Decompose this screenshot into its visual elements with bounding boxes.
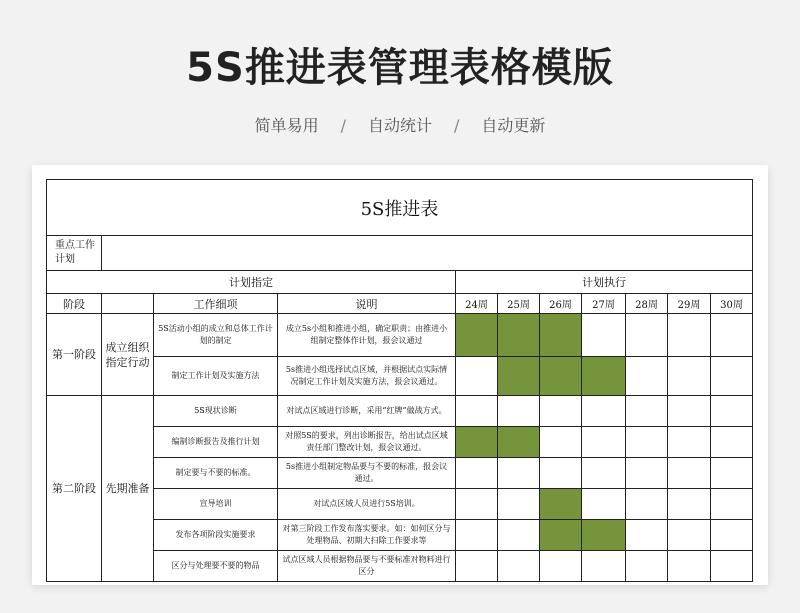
week-cell[interactable] [540, 396, 582, 427]
work-description: 成立5s小组和推进小组，确定职责；由推进小组制定整体作计划，报会议通过 [278, 314, 456, 357]
week-cell[interactable] [626, 551, 668, 582]
week-cell[interactable] [540, 551, 582, 582]
week-cell[interactable] [711, 551, 753, 582]
week-cell[interactable] [456, 458, 498, 489]
week-cell[interactable] [498, 396, 540, 427]
week-cell[interactable] [711, 520, 753, 551]
page-title: 5S推进表管理表格模版 [186, 45, 614, 91]
week-cell-scheduled[interactable] [498, 427, 540, 458]
work-description: 对试点区域进行诊断，采用“红牌”做战方式。 [278, 396, 456, 427]
col-week: 28周 [626, 294, 668, 314]
plan-header: 计划指定 [47, 271, 456, 294]
week-cell[interactable] [711, 357, 753, 396]
week-cell-scheduled[interactable] [540, 489, 582, 520]
table-row [47, 314, 753, 357]
col-item: 工作细项 [154, 294, 278, 314]
week-cell[interactable] [711, 489, 753, 520]
separator: / [454, 116, 460, 135]
separator: / [340, 116, 346, 135]
plan-table [46, 179, 753, 582]
focus-label: 重点工作计划 [47, 236, 102, 271]
week-cell[interactable] [626, 489, 668, 520]
week-cell[interactable] [668, 396, 711, 427]
week-cell-scheduled[interactable] [540, 520, 582, 551]
work-item: 编制诊断报告及推行计划 [154, 427, 278, 458]
col-week: 26周 [540, 294, 582, 314]
week-cell-scheduled[interactable] [582, 357, 626, 396]
week-cell[interactable] [582, 551, 626, 582]
col-week: 27周 [582, 294, 626, 314]
stage-body [47, 314, 753, 582]
week-cell[interactable] [582, 396, 626, 427]
week-cell[interactable] [668, 427, 711, 458]
week-cell[interactable] [540, 458, 582, 489]
week-cell-scheduled[interactable] [540, 357, 582, 396]
week-cell[interactable] [626, 520, 668, 551]
week-cell[interactable] [498, 458, 540, 489]
week-cell[interactable] [582, 427, 626, 458]
week-cell[interactable] [498, 520, 540, 551]
week-cell[interactable] [456, 357, 498, 396]
stage-subtitle: 先期准备 [102, 396, 154, 582]
week-cell-scheduled[interactable] [540, 314, 582, 357]
week-cell[interactable] [540, 427, 582, 458]
feature-subtitle [0, 113, 800, 136]
table-title: 5S推进表 [47, 180, 753, 236]
work-description: 对试点区域人员进行5S培训。 [278, 489, 456, 520]
feature-auto-stats: 自动统计 [367, 116, 432, 135]
week-cell[interactable] [582, 314, 626, 357]
feature-easy: 简单易用 [254, 116, 319, 135]
col-week: 30周 [711, 294, 753, 314]
col-week: 25周 [498, 294, 540, 314]
week-cell-scheduled[interactable] [582, 520, 626, 551]
week-cell-scheduled[interactable] [498, 314, 540, 357]
feature-auto-update: 自动更新 [481, 116, 546, 135]
week-cell[interactable] [626, 357, 668, 396]
work-description: 5s推进小组选择试点区域，并根据试点实际情况制定工作计划及实施方法，报会议通过。 [278, 357, 456, 396]
week-cell[interactable] [668, 551, 711, 582]
column-header-row [47, 294, 753, 314]
work-item: 发布各项阶段实施要求 [154, 520, 278, 551]
week-cell-scheduled[interactable] [456, 314, 498, 357]
week-cell[interactable] [668, 357, 711, 396]
week-cell-scheduled[interactable] [498, 357, 540, 396]
week-cell[interactable] [711, 427, 753, 458]
week-cell[interactable] [582, 458, 626, 489]
work-description: 对第三阶段工作发布落实要求。如：如何区分与处理物品、初期大扫除工作要求等 [278, 520, 456, 551]
week-cell[interactable] [668, 458, 711, 489]
exec-header: 计划执行 [456, 271, 753, 294]
focus-value-cell[interactable] [102, 236, 753, 271]
week-cell[interactable] [626, 396, 668, 427]
week-cell-scheduled[interactable] [456, 427, 498, 458]
week-cell[interactable] [626, 458, 668, 489]
work-item: 5S活动小组的成立和总体工作计划的制定 [154, 314, 278, 357]
table-row [47, 396, 753, 427]
stage-name: 第一阶段 [47, 314, 102, 396]
week-cell[interactable] [456, 396, 498, 427]
week-cell[interactable] [668, 314, 711, 357]
spreadsheet-preview [32, 165, 768, 585]
work-description: 试点区域人员根据物品要与不要标准对物料进行区分 [278, 551, 456, 582]
work-item: 制定工作计划及实施方法 [154, 357, 278, 396]
col-sub [102, 294, 154, 314]
week-cell[interactable] [456, 489, 498, 520]
week-cell[interactable] [711, 314, 753, 357]
work-description: 对照5S的要求，列出诊断报告，给出试点区域责任部门整改计划，报会议通过。 [278, 427, 456, 458]
week-cell[interactable] [456, 551, 498, 582]
week-cell[interactable] [668, 489, 711, 520]
col-week: 29周 [668, 294, 711, 314]
week-cell[interactable] [626, 427, 668, 458]
week-cell[interactable] [668, 520, 711, 551]
work-item: 区分与处理要不要的物品 [154, 551, 278, 582]
stage-subtitle: 成立组织指定行动 [102, 314, 154, 396]
work-description: 5s推进小组制定物品要与不要的标准，报会议通过。 [278, 458, 456, 489]
col-stage: 阶段 [47, 294, 102, 314]
col-week: 24周 [456, 294, 498, 314]
work-item: 宣导培训 [154, 489, 278, 520]
col-desc: 说明 [278, 294, 456, 314]
week-cell[interactable] [626, 314, 668, 357]
week-cell[interactable] [711, 458, 753, 489]
week-cell[interactable] [498, 489, 540, 520]
week-cell[interactable] [711, 396, 753, 427]
week-cell[interactable] [456, 520, 498, 551]
week-cell[interactable] [498, 551, 540, 582]
stage-name: 第二阶段 [47, 396, 102, 582]
work-item: 5S现状诊断 [154, 396, 278, 427]
work-item: 制定要与不要的标准。 [154, 458, 278, 489]
week-cell[interactable] [582, 489, 626, 520]
